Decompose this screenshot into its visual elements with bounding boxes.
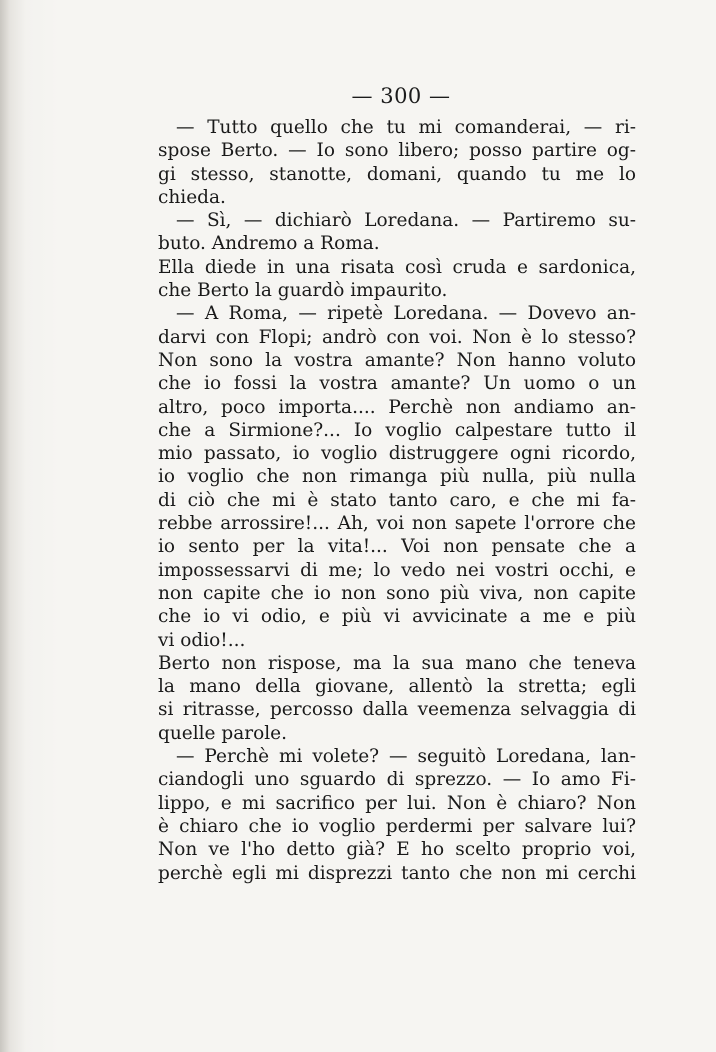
text-line: buto. Andremo a Roma. (158, 233, 380, 255)
text-line: che io vi odio, e più vi avvicinate a me e più (158, 606, 636, 628)
page-number: — 300 — (351, 84, 451, 108)
text-line: vi odio!... (158, 629, 246, 651)
text-line: mio passato, io voglio distruggere ogni ricordo, (158, 443, 636, 465)
text-line: di ciò che mi è stato tanto caro, e che mi fa- (158, 489, 636, 511)
text-line: io voglio che non rimanga più nulla, più nulla (158, 466, 636, 488)
text-line: chieda. (158, 186, 226, 208)
text-line: altro, poco importa.... Perchè non andiamo an- (158, 396, 636, 418)
text-line: quelle parole. (158, 722, 287, 744)
text-line: non capite che io non sono più viva, non capite (158, 582, 636, 604)
text-line: impossessarvi di me; lo vedo nei vostri occhi, e (158, 559, 636, 581)
text-line: che Berto la guardò impaurito. (158, 280, 448, 302)
text-line: Ella diede in una risata così cruda e sardonica, (158, 256, 636, 278)
text-line: che io fossi la vostra amante? Un uomo o un (158, 373, 636, 395)
text-line: la mano della giovane, allentò la stretta; egli (158, 676, 636, 698)
text-line: che a Sirmione?... Io voglio calpestare tutto il (158, 419, 636, 441)
text-line: Berto non rispose, ma la sua mano che teneva (158, 652, 636, 674)
text-line: — Perchè mi volete? — seguitò Loredana, lan- (176, 746, 636, 768)
text-line: — Sì, — dichiarò Loredana. — Partiremo su- (176, 210, 636, 232)
text-line: è chiaro che io voglio perdermi per salvare lui? (158, 815, 636, 837)
text-line: — Tutto quello che tu mi comanderai, — ri- (176, 117, 636, 138)
text-line: — A Roma, — ripetè Loredana. — Dovevo an- (176, 303, 636, 325)
text-line: spose Berto. — Io sono libero; posso partire og- (158, 140, 636, 162)
text-line: gi stesso, stanotte, domani, quando tu me lo (158, 163, 636, 185)
text-line: rebbe arrossire!... Ah, voi non sapete l'orrore che (158, 513, 636, 535)
text-line: Non sono la vostra amante? Non hanno voluto (158, 349, 636, 371)
text-line: io sento per la vita!... Voi non pensate che a (158, 536, 636, 558)
page-body-text (158, 116, 636, 885)
text-line: ciandogli uno sguardo di sprezzo. — Io amo Fi- (158, 769, 636, 791)
text-line: darvi con Flopi; andrò con voi. Non è lo stesso? (158, 326, 636, 348)
text-line: Non ve l'ho detto già? E ho scelto proprio voi, (158, 839, 636, 861)
text-line: perchè egli mi disprezzi tanto che non mi cerchi (158, 862, 636, 884)
text-line: lippo, e mi sacrifico per lui. Non è chiaro? Non (158, 792, 636, 814)
text-line: si ritrasse, percosso dalla veemenza selvaggia di (158, 699, 636, 721)
